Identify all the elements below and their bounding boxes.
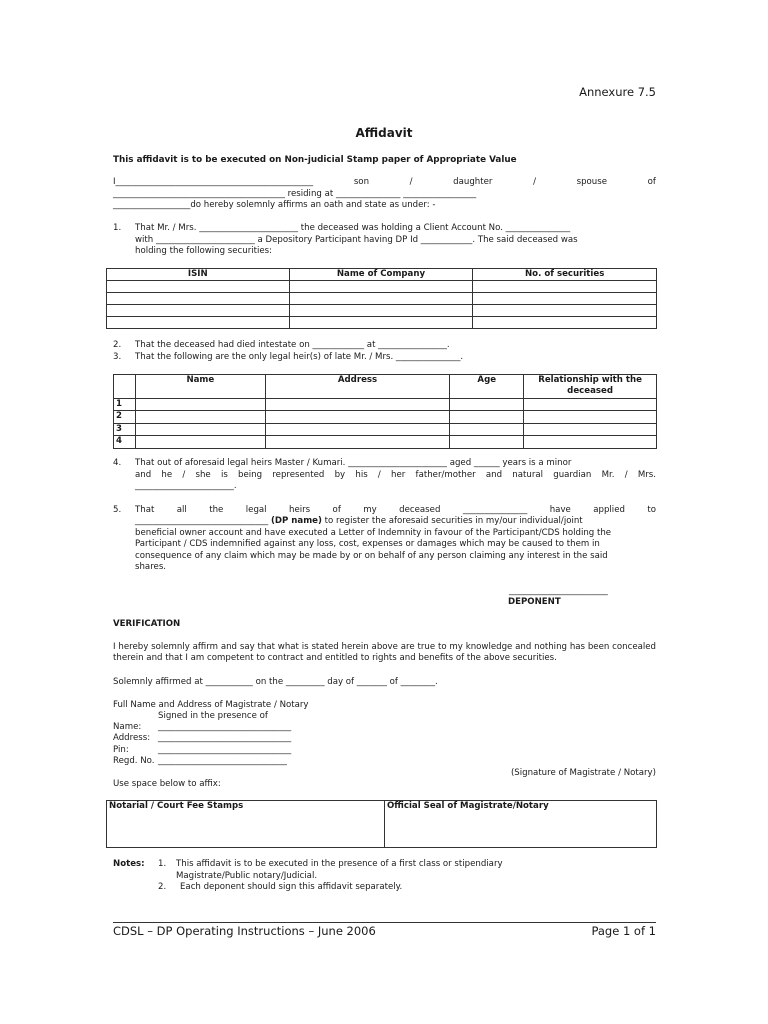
item-2-text: That the deceased had died intestate on ____________ at ________________.: [135, 340, 450, 350]
seal-cell: Official Seal of Magistrate/Notary: [385, 801, 657, 848]
note-2-number: 2.: [158, 882, 167, 892]
stamps-table: [106, 800, 657, 848]
item-5-line-1: That all the legal heirs of my deceased _______________ have applied to: [135, 505, 656, 515]
intro-line-3: __________________do hereby solemnly affirms an oath and state as under: -: [113, 200, 436, 210]
item-4-line-1: That out of aforesaid legal heirs Master / Kumari. _______________________ aged ______ years is a minor: [135, 458, 572, 468]
footer-title: CDSL – DP Operating Instructions – June 2006: [113, 924, 376, 938]
row-index: 3: [114, 423, 136, 435]
table-cell: [450, 423, 524, 435]
table-cell: [473, 293, 657, 305]
subtitle: This affidavit is to be executed on Non-judicial Stamp paper of Appropriate Value: [113, 155, 517, 165]
intro-slash: /: [533, 177, 536, 187]
item-4-line-2: and he / she is being represented by his / her father/mother and natural guardian Mr. / Mrs.: [135, 470, 656, 480]
item-5-line-5: consequence of any claim which may be made by or on behalf of any person claiming any interest in the said: [135, 551, 608, 561]
table-cell: [135, 411, 265, 423]
address-label: Address:: [113, 733, 151, 743]
table-cell: [135, 436, 265, 448]
table-row: [107, 317, 657, 329]
note-2-line-1: Each deponent should sign this affidavit separately.: [180, 882, 403, 892]
note-1-line-1: This affidavit is to be executed in the presence of a first class or stipendiary: [176, 859, 503, 869]
table-cell: [524, 423, 657, 435]
heirs-table: [113, 374, 657, 449]
item-5-line-6: shares.: [135, 562, 167, 572]
table-row: [114, 423, 657, 435]
item-4-line-3: _______________________.: [135, 481, 237, 491]
note-1-number: 1.: [158, 859, 167, 869]
item-5-line-2: [135, 516, 656, 527]
header-index: [114, 375, 136, 399]
table-row: [107, 281, 657, 293]
item-1-line-2: with _______________________ a Depository Participant having DP Id ____________. The said deceased was: [135, 235, 578, 245]
address-line: _______________________________: [158, 733, 292, 743]
item-1-line-1: That Mr. / Mrs. _______________________ the deceased was holding a Client Account No. _______________: [135, 223, 571, 233]
item-3-number: 3.: [113, 352, 122, 362]
table-cell: [524, 399, 657, 411]
use-space-note: Use space below to affix:: [113, 779, 221, 789]
item-2-number: 2.: [113, 340, 122, 350]
table-row: [114, 436, 657, 448]
header-age: Age: [450, 375, 524, 399]
annexure-label: Annexure 7.5: [579, 85, 656, 99]
intro-son: son: [353, 177, 370, 187]
item-5-blank: _______________________________: [135, 516, 271, 526]
table-row: [114, 399, 657, 411]
pin-label: Pin:: [113, 745, 129, 755]
regd-label: Regd. No.: [113, 756, 155, 766]
item-4-number: 4.: [113, 458, 122, 468]
table-row: [107, 305, 657, 317]
table-cell: [289, 317, 473, 329]
page-number: Page 1 of 1: [591, 924, 656, 938]
table-cell: [107, 317, 290, 329]
magistrate-heading: Full Name and Address of Magistrate / Notary: [113, 700, 309, 710]
table-cell: [107, 293, 290, 305]
table-cell: [450, 399, 524, 411]
intro-of: of: [647, 177, 656, 187]
header-name: Name: [135, 375, 265, 399]
footer-divider: [113, 922, 656, 923]
item-3-text: That the following are the only legal heir(s) of late Mr. / Mrs. _______________.: [135, 352, 464, 362]
table-cell: [450, 436, 524, 448]
table-cell: [289, 305, 473, 317]
table-cell: [135, 423, 265, 435]
item-5-line-4: Participant / CDS indemnified against any loss, cost, expenses or damages which may be caused to them in: [135, 539, 600, 549]
table-cell: [473, 281, 657, 293]
table-cell: [135, 399, 265, 411]
deponent-signature-line: _______________________: [509, 586, 608, 596]
row-index: 4: [114, 436, 136, 448]
deponent-label: DEPONENT: [508, 597, 561, 607]
table-row: [114, 411, 657, 423]
verification-text: I hereby solemnly affirm and say that what is stated herein above are true to my knowledge and nothing has been concealed therein and that I am competent to contract and entitled to rights and benefits of the above securities.: [113, 642, 656, 664]
item-1-number: 1.: [113, 223, 122, 233]
table-cell: [524, 411, 657, 423]
table-cell: [450, 411, 524, 423]
header-isin: ISIN: [107, 269, 290, 281]
regd-line: ______________________________: [158, 756, 287, 766]
intro-slash: /: [409, 177, 413, 187]
table-cell: [107, 305, 290, 317]
signed-presence: Signed in the presence of: [158, 711, 268, 721]
note-1-line-2: Magistrate/Public notary/Judicial.: [176, 871, 318, 881]
table-cell: [265, 411, 450, 423]
row-index: 1: [114, 399, 136, 411]
intro-blank: I______________________________________________: [113, 177, 314, 187]
table-cell: [473, 317, 657, 329]
table-cell: [265, 423, 450, 435]
table-cell: [107, 281, 290, 293]
header-relationship: Relationship with the deceased: [524, 375, 657, 399]
item-5-line-3: beneficial owner account and have executed a Letter of Indemnity in favour of the Participant/CDS holding the: [135, 528, 612, 538]
table-cell: [265, 399, 450, 411]
securities-table: [106, 268, 657, 329]
verification-heading: VERIFICATION: [113, 619, 181, 629]
row-index: 2: [114, 411, 136, 423]
item-5-number: 5.: [113, 505, 122, 515]
notes-label: Notes:: [113, 859, 145, 869]
header-company: Name of Company: [289, 269, 473, 281]
item-1-line-3: holding the following securities:: [135, 246, 273, 256]
table-row: [107, 293, 657, 305]
pin-line: _______________________________: [158, 745, 292, 755]
table-cell: [289, 293, 473, 305]
intro-spouse: spouse: [576, 177, 607, 187]
table-cell: [473, 305, 657, 317]
table-cell: [289, 281, 473, 293]
intro-line-1: [113, 177, 656, 188]
dp-name-label: (DP name): [270, 516, 322, 526]
intro-daughter: daughter: [453, 177, 493, 187]
stamps-cell: Notarial / Court Fee Stamps: [107, 801, 385, 848]
name-label: Name:: [113, 722, 142, 732]
intro-line-2: ________________________________________ residing at _______________ _________________: [113, 189, 477, 199]
header-address: Address: [265, 375, 450, 399]
header-securities: No. of securities: [473, 269, 657, 281]
affirmed-line: Solemnly affirmed at ___________ on the _________ day of _______ of ________.: [113, 677, 438, 687]
table-cell: [265, 436, 450, 448]
table-cell: [524, 436, 657, 448]
item-5-text: to register the aforesaid securities in my/our individual/joint: [321, 516, 583, 526]
name-line: _______________________________: [158, 722, 292, 732]
signature-note: (Signature of Magistrate / Notary): [510, 768, 656, 778]
page-title: Affidavit: [355, 126, 413, 140]
